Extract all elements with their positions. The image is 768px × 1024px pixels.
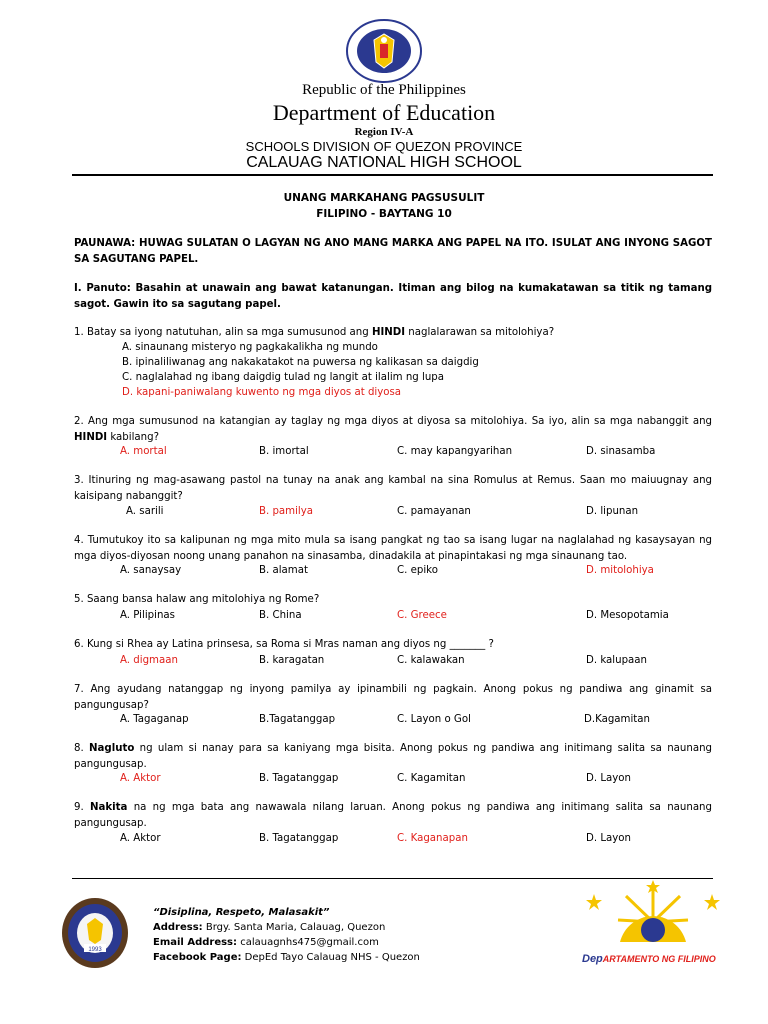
school-seal-year: 1993 bbox=[88, 947, 102, 953]
question-1: 1. Batay sa iyong natutuhan, alin sa mga sumusunod ang HINDI naglalarawan sa mitolohiya? bbox=[74, 327, 555, 338]
q6-option-d: D. kalupaan bbox=[586, 655, 647, 666]
address-line: Address: Brgy. Santa Maria, Calauag, Quezon bbox=[153, 922, 386, 933]
question-4: 4. Tumutukoy ito sa kalipunan ng mga mito mula sa isang pangkat ng tao sa isang lugar na naglalahad ng kasaysayan ng mga diyos-diyosan noong unang panahon na sinasamba, dinadakila at pinapintakasi ng mga sinaunang tao. bbox=[74, 535, 712, 562]
logo-text-artamento: ARTAMENTO NG FILIPINO bbox=[602, 954, 716, 964]
email-line: Email Address: calauagnhs475@gmail.com bbox=[153, 937, 379, 948]
exam-title: UNANG MARKAHANG PAGSUSULIT bbox=[283, 192, 485, 204]
question-8: 8. Nagluto ng ulam si nanay para sa kaniyang mga bisita. Anong pokus ng pandiwa ang initimang salita sa naunang pangungusap. bbox=[74, 743, 712, 770]
deped-seal-logo bbox=[345, 18, 423, 84]
logo-text-dep: Dep bbox=[582, 953, 603, 965]
q4-option-a: A. sanaysay bbox=[120, 565, 182, 576]
q9-option-c-answer: C. Kaganapan bbox=[397, 833, 468, 844]
q1-option-c: C. naglalahad ng ibang daigdig tulad ng langit at ilalim ng lupa bbox=[122, 372, 444, 383]
q9-option-b: B. Tagatanggap bbox=[259, 833, 339, 844]
q9-option-d: D. Layon bbox=[586, 833, 631, 844]
q7-option-d: D.Kagamitan bbox=[584, 714, 650, 725]
question-2: 2. Ang mga sumusunod na katangian ay taglay ng mga diyos at diyosa sa mitolohiya. Sa iyo, alin sa mga nabanggit ang HINDI kabilang? bbox=[74, 416, 712, 443]
division-line: SCHOOLS DIVISION OF QUEZON PROVINCE bbox=[245, 139, 523, 154]
q6-option-b: B. karagatan bbox=[259, 655, 325, 666]
exam-subject: FILIPINO - BAYTANG 10 bbox=[316, 208, 452, 220]
question-3: 3. Itinuring ng mag-asawang pastol na tunay na anak ang kambal na sina Romulus at Remus. Saan mo maiuugnay ang kaisipang nabanggit? bbox=[74, 475, 712, 502]
q7-option-b: B.Tagatanggap bbox=[259, 714, 336, 725]
q6-option-c: C. kalawakan bbox=[397, 655, 465, 666]
q2-option-d: D. sinasamba bbox=[586, 446, 656, 457]
svg-text:DepARTAMENTO NG FILIPINO bbox=[582, 953, 716, 965]
q4-option-b: B. alamat bbox=[259, 565, 308, 576]
facebook-line: Facebook Page: DepEd Tayo Calauag NHS - Quezon bbox=[153, 952, 420, 963]
q5-option-b: B. China bbox=[259, 610, 302, 621]
q8-option-a-answer: A. Aktor bbox=[120, 773, 161, 784]
q3-option-c: C. pamayanan bbox=[397, 506, 471, 517]
q5-option-d: D. Mesopotamia bbox=[586, 610, 669, 621]
q7-option-c: C. Layon o Gol bbox=[397, 714, 471, 725]
q8-option-c: C. Kagamitan bbox=[397, 773, 466, 784]
q5-option-c-answer: C. Greece bbox=[397, 610, 447, 621]
q6-option-a-answer: A. digmaan bbox=[120, 655, 178, 666]
q2-option-a-answer: A. mortal bbox=[120, 446, 167, 457]
q1-option-d-answer: D. kapani-paniwalang kuwento ng mga diyos at diyosa bbox=[122, 387, 402, 398]
school-motto: “Disiplina, Respeto, Malasakit” bbox=[153, 907, 330, 918]
q9-option-a: A. Aktor bbox=[120, 833, 161, 844]
question-5: 5. Saang bansa halaw ang mitolohiya ng Rome? bbox=[74, 594, 320, 605]
q2-option-b: B. imortal bbox=[259, 446, 309, 457]
q5-option-a: A. Pilipinas bbox=[120, 610, 175, 621]
q1-option-a: A. sinaunang misteryo ng pagkakalikha ng mundo bbox=[122, 342, 378, 353]
department-title: Department of Education bbox=[272, 100, 496, 125]
republic-line: Republic of the Philippines bbox=[302, 82, 466, 98]
q3-option-b-answer: B. pamilya bbox=[259, 506, 314, 517]
q3-option-a: A. sarili bbox=[126, 506, 164, 517]
q8-option-b: B. Tagatanggap bbox=[259, 773, 339, 784]
q4-option-d-answer: D. mitolohiya bbox=[586, 565, 654, 576]
region-line: Region IV-A bbox=[354, 126, 414, 138]
notice: PAUNAWA: HUWAG SULATAN O LAGYAN NG ANO MANG MARKA ANG PAPEL NA ITO. ISULAT ANG INYONG SAGOT SA SAGUTANG PAPEL. bbox=[74, 238, 712, 265]
question-7: 7. Ang ayudang natanggap ng inyong pamilya ay ipinambili ng pagkain. Anong pokus ng pandiwa ang ginamit sa pangungusap? bbox=[74, 684, 712, 711]
q4-option-c: C. epiko bbox=[397, 565, 438, 576]
q8-option-d: D. Layon bbox=[586, 773, 631, 784]
q3-option-d: D. lipunan bbox=[586, 506, 639, 517]
q7-option-a: A. Tagaganap bbox=[120, 714, 189, 725]
departamento-ng-filipino-logo bbox=[578, 880, 728, 970]
question-9: 9. Nakita na ng mga bata ang nawawala nilang laruan. Anong pokus ng pandiwa ang initimang salita sa naunang pangungusap. bbox=[74, 802, 712, 829]
instructions: I. Panuto: Basahin at unawain ang bawat katanungan. Itiman ang bilog na kumakatawan sa titik ng tamang sagot. Gawin ito sa sagutang papel. bbox=[74, 283, 712, 310]
question-6: 6. Kung si Rhea ay Latina prinsesa, sa Roma si Mras naman ang diyos ng _______ ? bbox=[74, 639, 494, 650]
school-seal-logo bbox=[60, 896, 130, 970]
q1-option-b: B. ipinaliliwanag ang nakakatakot na puwersa ng kalikasan sa daigdig bbox=[122, 357, 479, 368]
school-name: CALAUAG NATIONAL HIGH SCHOOL bbox=[246, 154, 522, 171]
footer-divider bbox=[72, 878, 713, 879]
header-divider bbox=[72, 174, 713, 176]
q2-option-c: C. may kapangyarihan bbox=[397, 446, 513, 457]
